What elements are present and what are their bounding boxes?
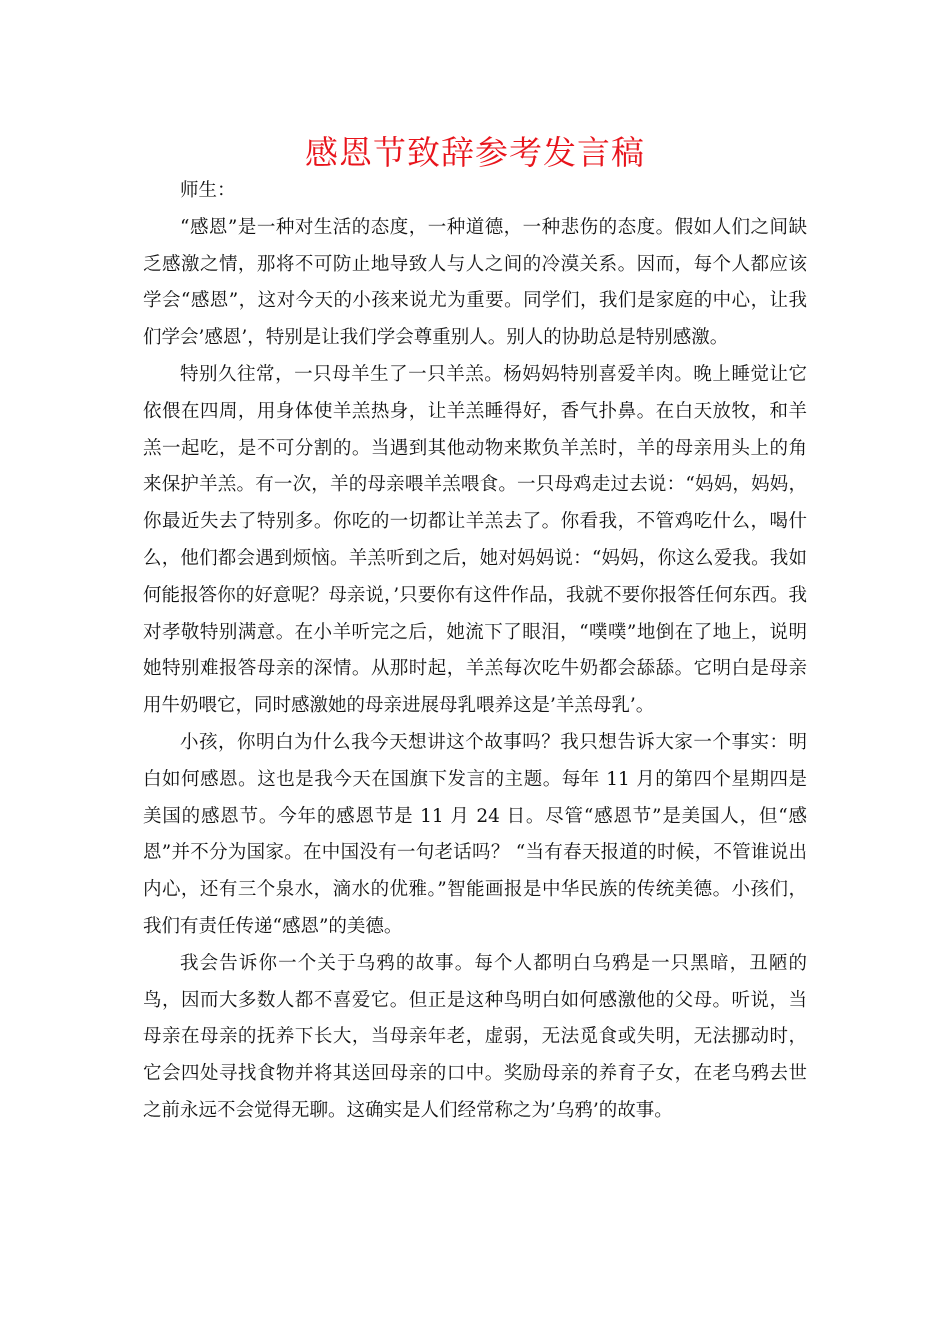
document-body bbox=[143, 173, 807, 1130]
page-title: 感恩节致辞参考发言稿 bbox=[305, 133, 645, 172]
paragraph-1: “感恩”是一种对生活的态度，一种道德，一种悲伤的态度。假如人们之间缺乏感激之情，那将不可防止地导致人与人之间的冷漠关系。因而，每个人都应该学会“感恩”，这对今天的小孩来说尤为重要。同学们，我们是家庭的中心，让我们学会’感恩’，特别是让我们学会尊重别人。别人的协助总是特别感激。 bbox=[143, 216, 807, 349]
paragraph-4: 我会告诉你一个关于乌鸦的故事。每个人都明白乌鸦是一只黑暗，丑陋的鸟，因而大多数人都不喜爱它。但正是这种鸟明白如何感激他的父母。听说，当母亲在母亲的抚养下长大，当母亲年老，虚弱，无法觅食或失明，无法挪动时，它会四处寻找食物并将其送回母亲的口中。奖励母亲的养育子女，在老乌鸦去世之前永远不会觉得无聊。这确实是人们经常称之为’乌鸦’的故事。 bbox=[143, 952, 807, 1121]
paragraph-2: 特别久往常，一只母羊生了一只羊羔。杨妈妈特别喜爱羊肉。晚上睡觉让它依偎在四周，用身体使羊羔热身，让羊羔睡得好，香气扑鼻。在白天放牧，和羊羔一起吃，是不可分割的。当遇到其他动物来欺负羊羔时，羊的母亲用头上的角来保护羊羔。有一次，羊的母亲喂羊羔喂食。一只母鸡走过去说：“妈妈，妈妈，你最近失去了特别多。你吃的一切都让羊羔去了。你看我，不管鸡吃什么，喝什么，他们都会遇到烦恼。羊羔听到之后，她对妈妈说：“妈妈，你这么爱我。我如何能报答你的好意呢？母亲说，’只要你有这件作品，我就不要你报答任何东西。我对孝敬特别满意。在小羊听完之后，她流下了眼泪，“噗噗”地倒在了地上，说明她特别难报答母亲的深情。从那时起，羊羔每次吃牛奶都会舔舔。它明白是母亲用牛奶喂它，同时感激她的母亲进展母乳喂养这是’羊羔母乳’。 bbox=[143, 363, 807, 717]
paragraph-3: 小孩，你明白为什么我今天想讲这个故事吗？我只想告诉大家一个事实：明白如何感恩。这也是我今天在国旗下发言的主题。每年 11 月的第四个星期四是美国的感恩节。今年的感恩节是 11 月 24 日。尽管“感恩节”是美国人，但“感恩”并不分为国家。在中国没有一句老话吗？ “当有春天报道的时候，不管谁说出内心，还有三个泉水，滴水的优雅。”智能画报是中华民族的传统美德。小孩们，我们有责任传递“感恩”的美德。 bbox=[143, 731, 807, 937]
salutation: 师生： bbox=[180, 180, 236, 201]
